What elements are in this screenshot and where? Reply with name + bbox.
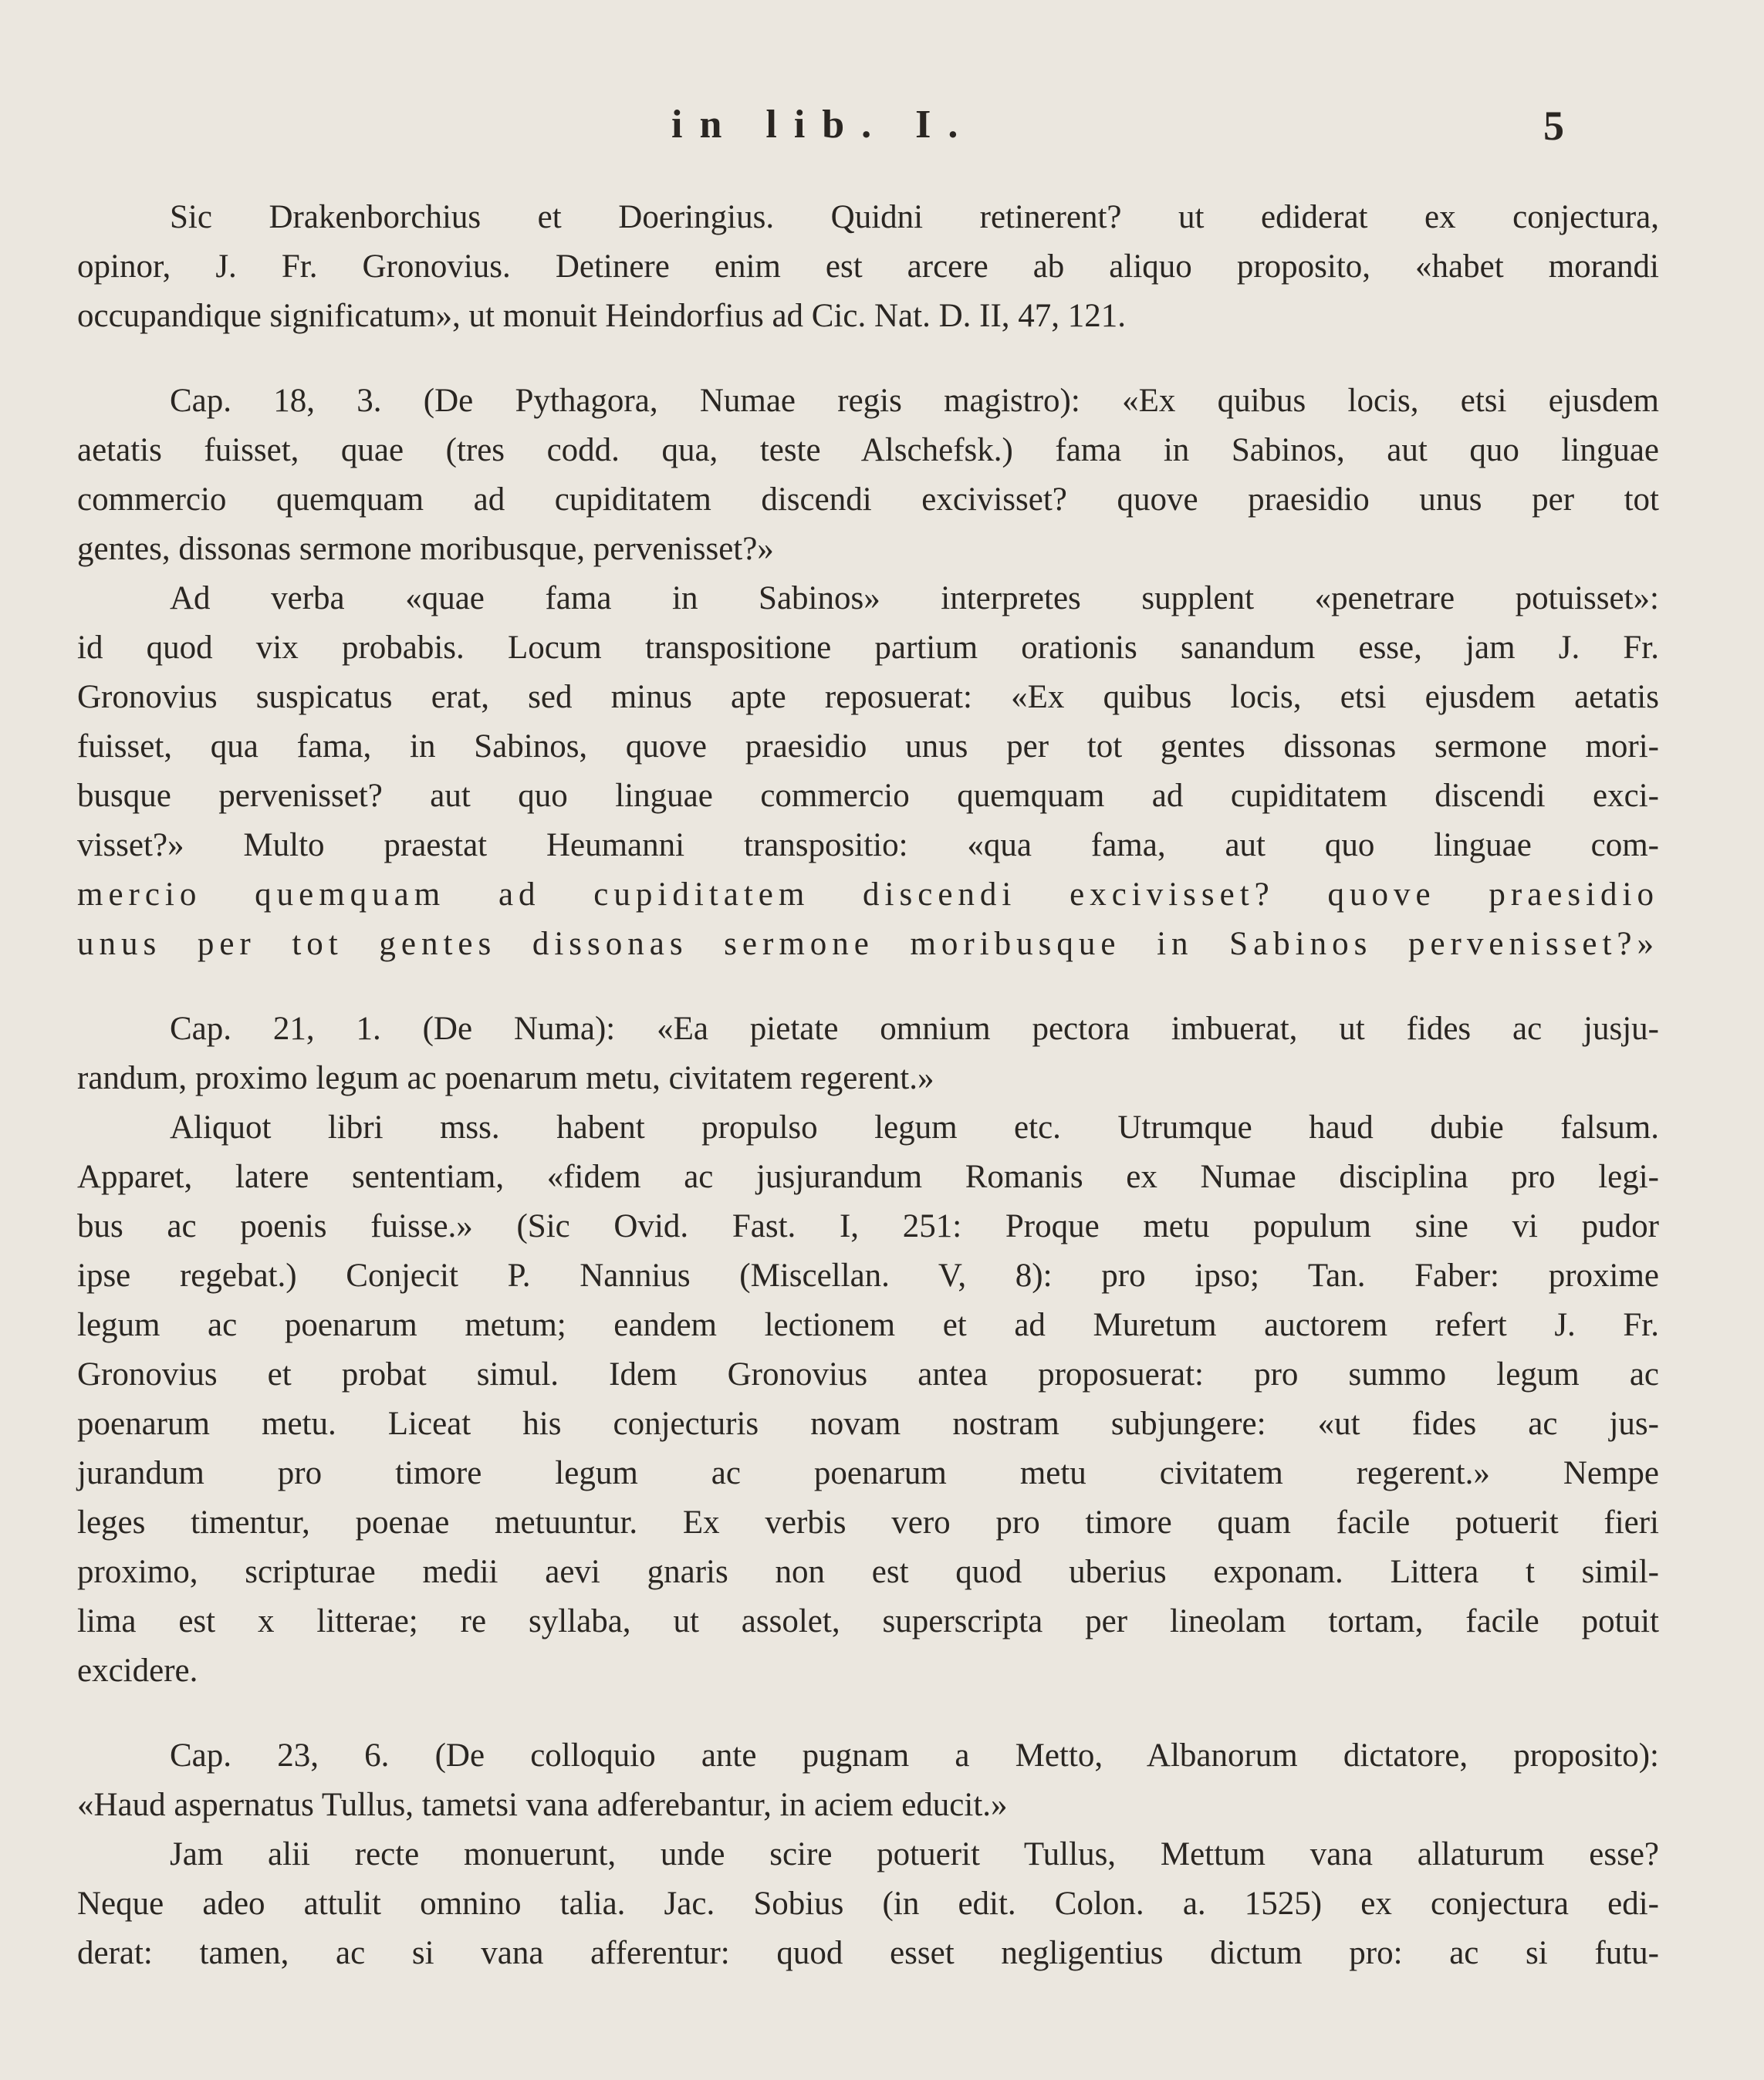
text-line: aetatis fuisset, quae (tres codd. qua, teste Alschefsk.) fama in Sabinos, aut quo linguae	[77, 432, 1659, 468]
text-line: derat: tamen, ac si vana afferentur: quod esset negligentius dictum pro: ac si futu-	[77, 1935, 1659, 1971]
text-line: jurandum pro timore legum ac poenarum metu civitatem regerent.» Nempe	[77, 1455, 1659, 1491]
text-line: fuisset, qua fama, in Sabinos, quove praesidio unus per tot gentes dissonas sermone mori-	[77, 728, 1659, 765]
text-line: Apparet, latere sententiam, «fidem ac jusjurandum Romanis ex Numae disciplina pro legi-	[77, 1159, 1659, 1195]
text-line: Jam alii recte monuerunt, unde scire potuerit Tullus, Mettum vana allaturum esse?	[170, 1836, 1659, 1872]
page-number: 5	[1543, 103, 1564, 149]
text-line: unus per tot gentes dissonas sermone moribusque in Sabinos pervenisset?»	[77, 926, 1659, 962]
text-line: ipse regebat.) Conjecit P. Nannius (Miscellan. V, 8): pro ipso; Tan. Faber: proxime	[77, 1258, 1659, 1294]
text-line: id quod vix probabis. Locum transpositione partium orationis sanandum esse, jam J. Fr.	[77, 630, 1659, 666]
paragraph-2	[77, 376, 1659, 574]
running-head: in lib. I.	[671, 103, 975, 147]
text-line: Cap. 21, 1. (De Numa): «Ea pietate omnium pectora imbuerat, ut fides ac jusju-	[170, 1011, 1659, 1047]
text-line: commercio quemquam ad cupiditatem discendi excivisset? quove praesidio unus per tot	[77, 481, 1659, 518]
text-block	[77, 193, 1659, 1978]
text-line: Gronovius et probat simul. Idem Gronovius antea proposuerat: pro summo legum ac	[77, 1356, 1659, 1393]
paragraph-1	[77, 193, 1659, 341]
page-header	[0, 102, 1764, 164]
text-line: mercio quemquam ad cupiditatem discendi excivisset? quove praesidio	[77, 876, 1659, 913]
text-line: Cap. 18, 3. (De Pythagora, Numae regis magistro): «Ex quibus locis, etsi ejusdem	[170, 383, 1659, 419]
text-line: opinor, J. Fr. Gronovius. Detinere enim est arcere ab aliquo proposito, «habet morandi	[77, 248, 1659, 285]
text-line: Sic Drakenborchius et Doeringius. Quidni retinerent? ut ediderat ex conjectura,	[170, 199, 1659, 235]
paragraph-7	[77, 1830, 1659, 1978]
text-line: busque pervenisset? aut quo linguae commercio quemquam ad cupiditatem discendi exci-	[77, 778, 1659, 814]
paragraph-5	[77, 1103, 1659, 1696]
text-line: bus ac poenis fuisse.» (Sic Ovid. Fast. I, 251: Proque metu populum sine vi pudor	[77, 1208, 1659, 1244]
text-line: proximo, scripturae medii aevi gnaris non est quod uberius exponam. Littera t simil-	[77, 1554, 1659, 1590]
paragraph-6	[77, 1731, 1659, 1830]
text-line: excidere.	[77, 1653, 198, 1689]
text-line: Aliquot libri mss. habent propulso legum etc. Utrumque haud dubie falsum.	[170, 1109, 1659, 1146]
text-line: poenarum metu. Liceat his conjecturis novam nostram subjungere: «ut fides ac jus-	[77, 1406, 1659, 1442]
text-line: randum, proximo legum ac poenarum metu, civitatem regerent.»	[77, 1060, 934, 1096]
text-line: Ad verba «quae fama in Sabinos» interpretes supplent «penetrare potuisset»:	[170, 580, 1659, 616]
text-line: Gronovius suspicatus erat, sed minus apte reposuerat: «Ex quibus locis, etsi ejusdem aetatis	[77, 679, 1659, 715]
text-line: Neque adeo attulit omnino talia. Jac. Sobius (in edit. Colon. a. 1525) ex conjectura edi-	[77, 1886, 1659, 1922]
text-line: gentes, dissonas sermone moribusque, pervenisset?»	[77, 531, 774, 567]
text-line: «Haud aspernatus Tullus, tametsi vana adferebantur, in aciem educit.»	[77, 1787, 1008, 1823]
text-line: lima est x litterae; re syllaba, ut assolet, superscripta per lineolam tortam, facile potuit	[77, 1603, 1659, 1639]
text-line: occupandique significatum», ut monuit Heindorfius ad Cic. Nat. D. II, 47, 121.	[77, 298, 1127, 334]
paragraph-4	[77, 1005, 1659, 1103]
text-line: visset?» Multo praestat Heumanni transpositio: «qua fama, aut quo linguae com-	[77, 827, 1659, 863]
paragraph-3	[77, 574, 1659, 969]
text-line: leges timentur, poenae metuuntur. Ex verbis vero pro timore quam facile potuerit fieri	[77, 1504, 1659, 1541]
text-line: Cap. 23, 6. (De colloquio ante pugnam a Metto, Albanorum dictatore, proposito):	[170, 1737, 1659, 1774]
text-line: legum ac poenarum metum; eandem lectionem et ad Muretum auctorem refert J. Fr.	[77, 1307, 1659, 1343]
